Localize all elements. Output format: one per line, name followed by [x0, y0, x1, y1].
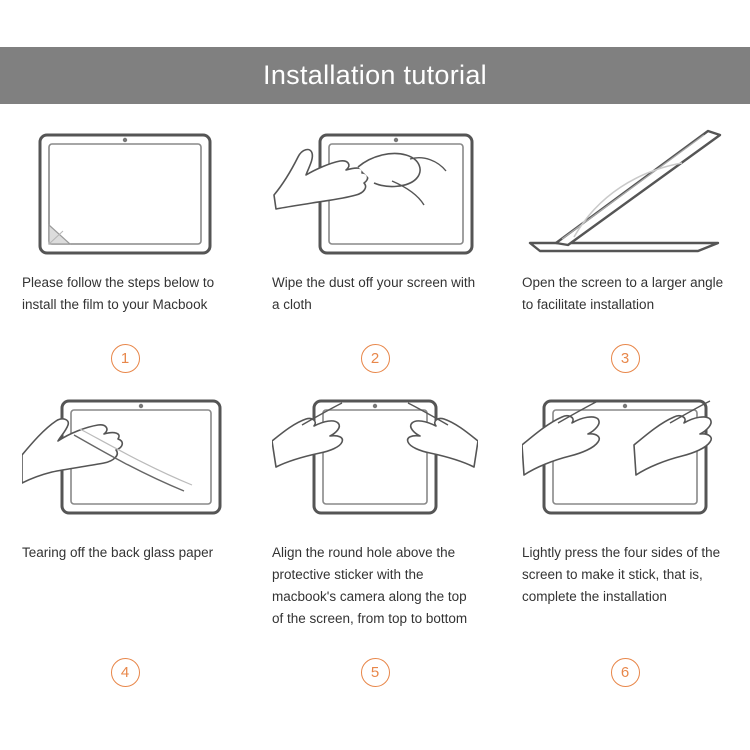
step-illustration-2 — [272, 125, 478, 260]
step-illustration-3 — [522, 125, 728, 260]
page-title: Installation tutorial — [263, 60, 487, 90]
step-card-6 — [500, 395, 750, 681]
step-illustration-6 — [522, 395, 728, 530]
step-number-5: 5 — [361, 658, 390, 687]
step-number-wrap-4 — [22, 658, 228, 687]
steps-grid — [0, 125, 750, 681]
step-number-3: 3 — [611, 344, 640, 373]
step-number-wrap-2 — [272, 344, 478, 373]
step-number-wrap-3 — [522, 344, 728, 373]
step-card-1 — [0, 125, 250, 395]
step-number-wrap-1 — [22, 344, 228, 373]
step-number-2: 2 — [361, 344, 390, 373]
step-card-2 — [250, 125, 500, 395]
step-caption-3: Open the screen to a larger angle to facilitate installation — [522, 275, 724, 312]
step-number-wrap-5 — [272, 658, 478, 687]
step-card-5 — [250, 395, 500, 681]
step-illustration-5 — [272, 395, 478, 530]
step-number-4: 4 — [111, 658, 140, 687]
step-number-1: 1 — [111, 344, 140, 373]
step-caption-5: Align the round hole above the protective sticker with the macbook's camera along the top of the screen, from top to bottom — [272, 545, 468, 626]
step-number-6: 6 — [611, 658, 640, 687]
step-caption-2: Wipe the dust off your screen with a cloth — [272, 275, 476, 312]
step-number-wrap-6 — [522, 658, 728, 687]
step-caption-6: Lightly press the four sides of the screen to make it stick, that is, complete the installation — [522, 545, 721, 604]
step-card-4 — [0, 395, 250, 681]
step-illustration-4 — [22, 395, 228, 530]
step-card-3 — [500, 125, 750, 395]
step-caption-4: Tearing off the back glass paper — [22, 545, 214, 560]
step-caption-1: Please follow the steps below to install the film to your Macbook — [22, 275, 215, 312]
step-illustration-1 — [22, 125, 228, 260]
header-bar — [0, 47, 750, 104]
